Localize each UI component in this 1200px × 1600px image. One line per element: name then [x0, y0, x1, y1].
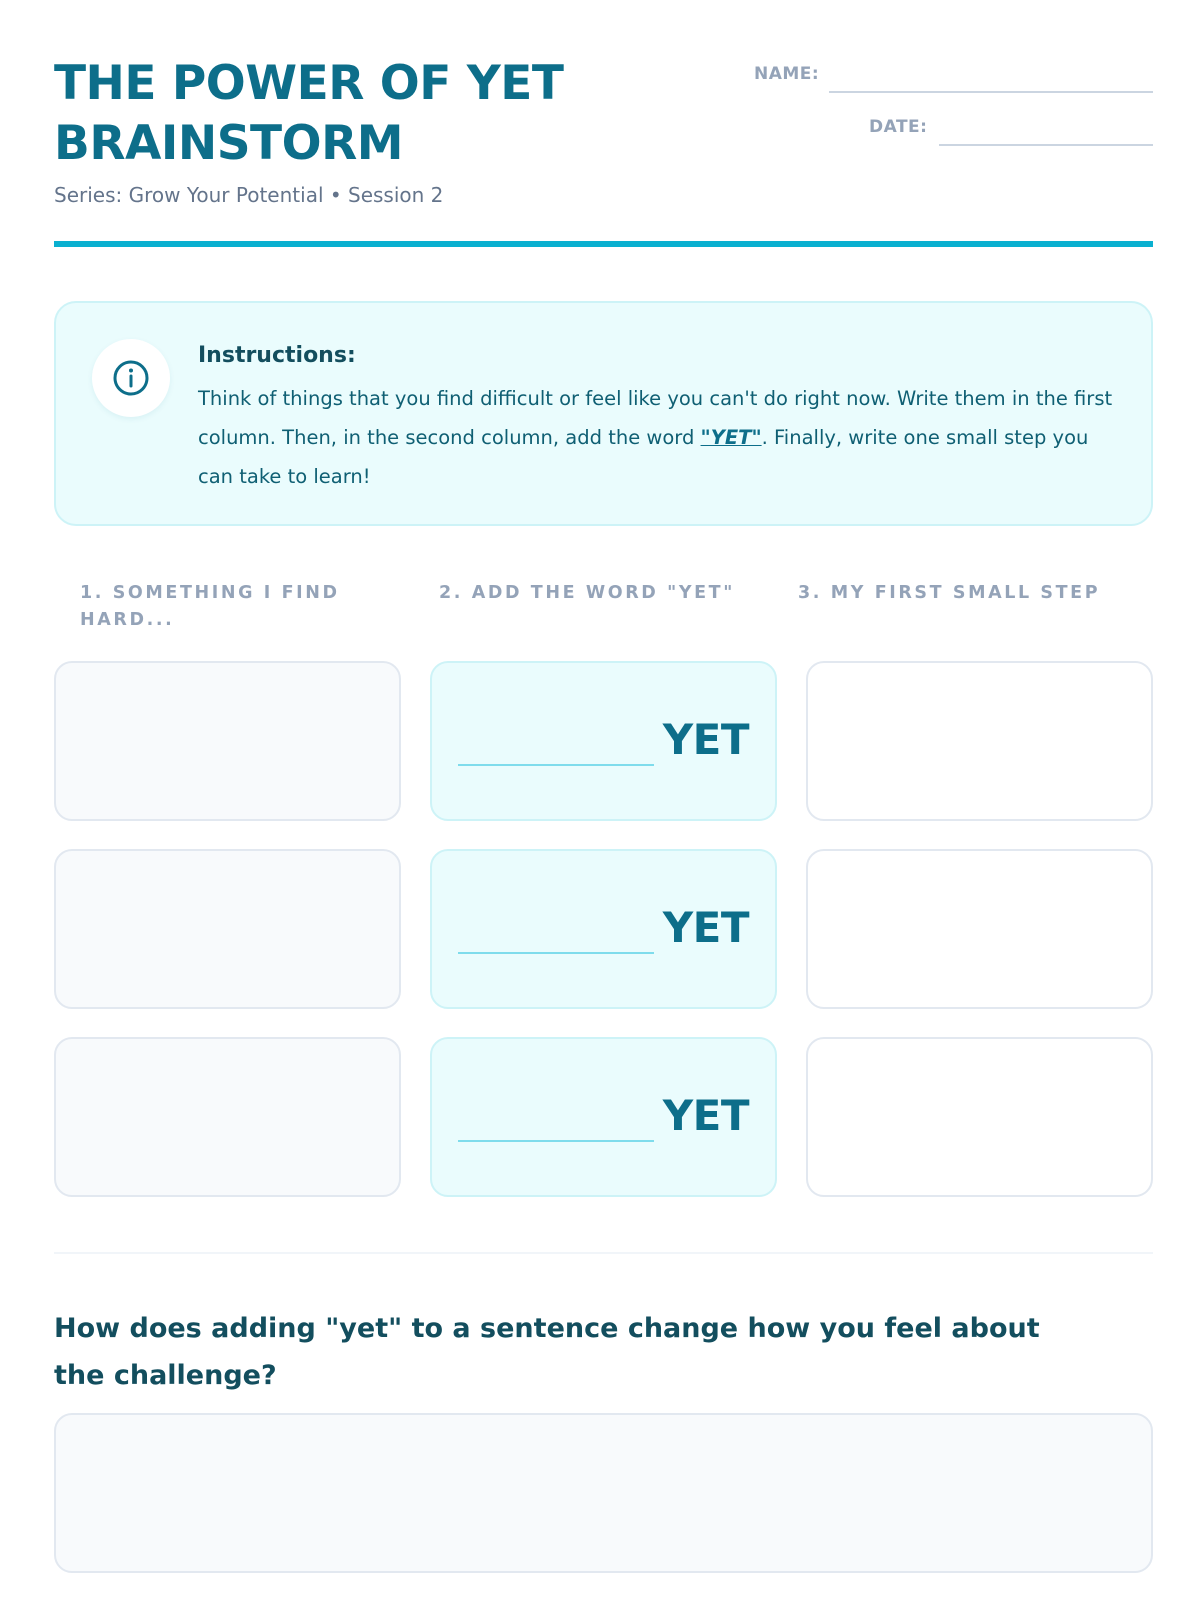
worksheet-page	[54, 0, 1153, 1600]
page-title: THE POWER OF YET BRAINSTORM	[54, 56, 564, 171]
instructions-box	[54, 301, 1153, 526]
header-rule	[54, 241, 1153, 247]
yet-box-3[interactable]	[430, 1037, 777, 1197]
instructions-text	[198, 379, 1118, 496]
series-subtitle: Series: Grow Your Potential • Session 2	[54, 183, 444, 207]
instructions-text-part: . Finally, write one small step you can take to learn!	[198, 426, 1089, 488]
name-label: NAME:	[754, 64, 820, 84]
yet-blank-line[interactable]	[458, 1140, 654, 1142]
section-divider	[54, 1252, 1153, 1254]
column-header-step: 3. MY FIRST SMALL STEP	[798, 583, 1101, 603]
info-icon	[92, 339, 170, 417]
reflection-question: How does adding "yet" to a sentence change how you feel about the challenge?	[54, 1313, 1040, 1391]
instructions-text-part: Think of things that you find difficult or feel like you can't do right now. Write them in the first column. Then, in the second column, add the word	[198, 387, 1113, 449]
yet-emphasis: "YET"	[700, 426, 762, 449]
name-field[interactable]	[829, 91, 1153, 93]
reflection-answer-box[interactable]	[54, 1413, 1153, 1573]
yet-word: YET	[662, 903, 749, 952]
hard-thing-input-1[interactable]	[54, 661, 401, 821]
small-step-input-2[interactable]	[806, 849, 1153, 1009]
yet-blank-line[interactable]	[458, 764, 654, 766]
instructions-heading: Instructions:	[198, 343, 356, 368]
yet-word: YET	[662, 1091, 749, 1140]
column-header-hard: 1. SOMETHING I FIND HARD...	[80, 583, 340, 630]
yet-box-2[interactable]	[430, 849, 777, 1009]
small-step-input-1[interactable]	[806, 661, 1153, 821]
hard-thing-input-2[interactable]	[54, 849, 401, 1009]
column-header-yet: 2. ADD THE WORD "YET"	[439, 583, 735, 603]
small-step-input-3[interactable]	[806, 1037, 1153, 1197]
yet-blank-line[interactable]	[458, 952, 654, 954]
yet-box-1[interactable]	[430, 661, 777, 821]
date-field[interactable]	[939, 144, 1153, 146]
hard-thing-input-3[interactable]	[54, 1037, 401, 1197]
date-label: DATE:	[869, 117, 928, 137]
yet-word: YET	[662, 715, 749, 764]
